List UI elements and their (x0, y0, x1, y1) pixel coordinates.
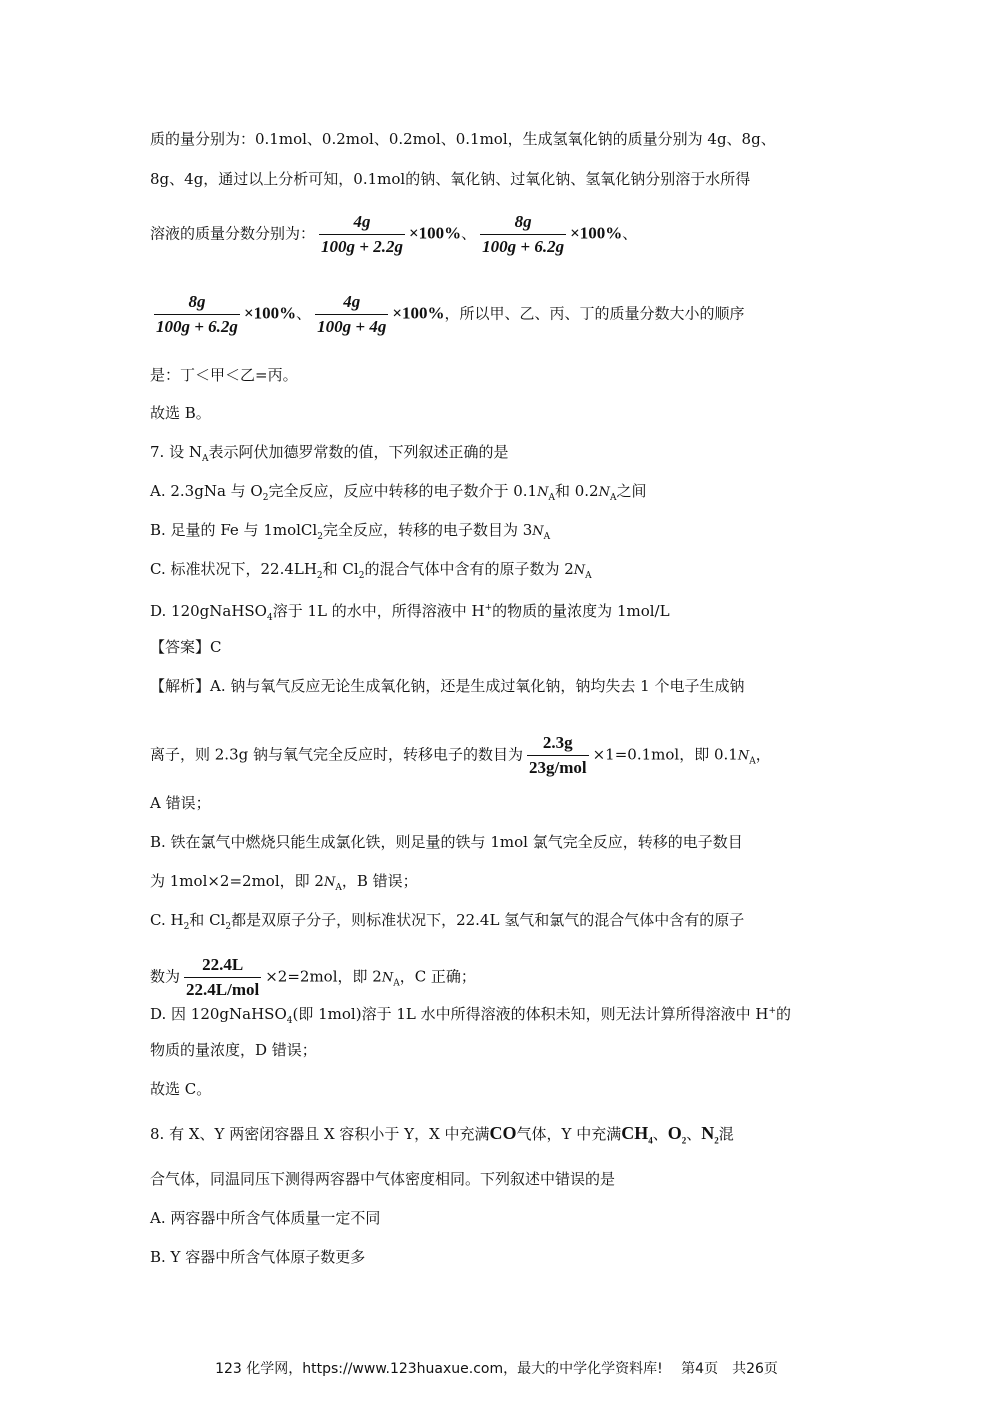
question-8: 8. 有 X、Y 两密闭容器且 X 容积小于 Y，X 中充满CO气体，Y 中充满$CH_4$、$O_2$、$N_2$混 (150, 1123, 734, 1146)
fraction-den: 100g + 2.2g (319, 234, 405, 257)
fraction-num: 22.4L (202, 955, 244, 974)
page-footer: 123 化学网，https://www.123huaxue.com，最大的中学化学资料库! 第4页 共26页 (215, 1361, 778, 1377)
fraction-num: 8g (188, 292, 206, 311)
fraction-num: 8g (514, 212, 532, 231)
percent: ×100% (392, 303, 445, 323)
explanation-line-formula: 数为 $\frac{22.4L}{\text{22.4L/mol}}$ ×2=2mol，即 $2N_A$，C 正确； (150, 955, 476, 999)
explanation-line: A 错误； (150, 794, 211, 812)
percent: ×100% (408, 223, 462, 243)
option-c: C. 标准状况下，$22.4LH_2$和 $Cl_2$的混合气体中含有的原子数为 $2N_A$ (150, 560, 592, 581)
explanation-line-formula: 离子，则 2.3g 钠与氧气完全反应时，转移电子的数目为 $\frac{2.3g}{\text{23g/mol}}$ ×1=0.1mol，即 $0.1N_A$， (150, 733, 771, 777)
fraction-num: 4g (343, 292, 361, 311)
explanation-line: C. $H_2$和 $Cl_2$都是双原子分子，则标准状况下，22.4L 氢气和氯气的混合气体中含有的原子 (150, 911, 745, 932)
option-b: B. 足量的 Fe 与 1molCl$_2$完全反应，转移的电子数目为 $3N_A$ (150, 521, 551, 542)
fraction-den: 23g/mol (527, 755, 589, 778)
fraction (154, 292, 240, 337)
percent: ×100% (570, 223, 623, 243)
explanation-line: D. 因 120gNaHSO$_4$(即 1mol)溶于 1L 水中所得溶液的体积未知，则无法计算所得溶液中 H+的 (150, 1005, 792, 1026)
fraction (319, 212, 405, 257)
option-a: A. 2.3gNa 与 $O_2$完全反应，反应中转移的电子数介于 $0.1N_A$和 $0.2N_A$之间 (150, 482, 647, 503)
question-7: 7. 设 $N_A$表示阿伏加德罗常数的值，下列叙述正确的是 (150, 443, 509, 464)
text-line: 故选 B。 (150, 404, 211, 422)
fraction-num: 4g (353, 212, 371, 231)
fraction (184, 955, 261, 1000)
explanation-line: 为 1mol×2=2mol，即 $2N_A$，B 错误； (150, 872, 418, 893)
chem-formula: $CH_4$ (621, 1123, 653, 1146)
text: 溶液的质量分数分别为： (150, 224, 316, 243)
option-b: B. Y 容器中所含气体原子数更多 (150, 1248, 366, 1266)
option-d: D. 120gNaHSO$_4$溶于 1L 的水中，所得溶液中 H+的物质的量浓度为 1mol/L (150, 602, 670, 623)
percent: ×100% (243, 303, 297, 323)
fraction-den: 100g + 6.2g (154, 314, 240, 337)
fraction-den: 100g + 6.2g (480, 234, 566, 257)
text-line: 是：丁＜甲＜乙=丙。 (150, 366, 298, 384)
text-line: 8g、4g，通过以上分析可知，0.1mol的钠、氧化钠、过氧化钠、氢氧化钠分别溶于水所得 (150, 170, 751, 188)
fraction (527, 733, 589, 778)
fraction (315, 292, 388, 337)
chem-formula: $N_2$ (701, 1123, 719, 1146)
fraction-num: 2.3g (542, 733, 573, 752)
fraction-den: 22.4L/mol (184, 977, 261, 1000)
text: ，所以甲、乙、丙、丁的质量分数大小的顺序 (444, 304, 745, 323)
explanation-line: B. 铁在氯气中燃烧只能生成氯化铁，则足量的铁与 1mol 氯气完全反应，转移的电子数目 (150, 833, 743, 851)
text-line: 合气体，同温同压下测得两容器中气体密度相同。下列叙述中错误的是 (150, 1170, 616, 1188)
explanation-line: 物质的量浓度，D 错误； (150, 1041, 317, 1059)
fraction (480, 212, 566, 257)
text-line-formula: $\frac{8g}{100g + 6.2g}$ ×100%、 $\frac{4g}{100g + 4g}$ ×100%，所以甲、乙、丙、丁的质量分数大小的顺序 (156, 292, 745, 336)
text-line: 质的量分别为：0.1mol、0.2mol、0.2mol、0.1mol，生成氢氧化钠的质量分别为 4g、8g、 (150, 130, 776, 148)
text-line-formula: 溶液的质量分数分别为： $\frac{4g}{100g + 2.2g}$ ×100%、 $\frac{8g}{100g + 6.2g}$ ×100%、 (150, 212, 638, 256)
option-a: A. 两容器中所含气体质量一定不同 (150, 1209, 381, 1227)
explanation-line: 【解析】A. 钠与氧气反应无论生成氧化钠，还是生成过氧化钠，钠均失去 1 个电子生成钠 (150, 677, 745, 695)
explanation-line: 故选 C。 (150, 1080, 212, 1098)
chem-formula: $O_2$ (667, 1123, 687, 1146)
fraction-den: 100g + 4g (315, 314, 388, 337)
chem-formula: CO (489, 1123, 517, 1143)
answer: 【答案】C (150, 638, 222, 656)
